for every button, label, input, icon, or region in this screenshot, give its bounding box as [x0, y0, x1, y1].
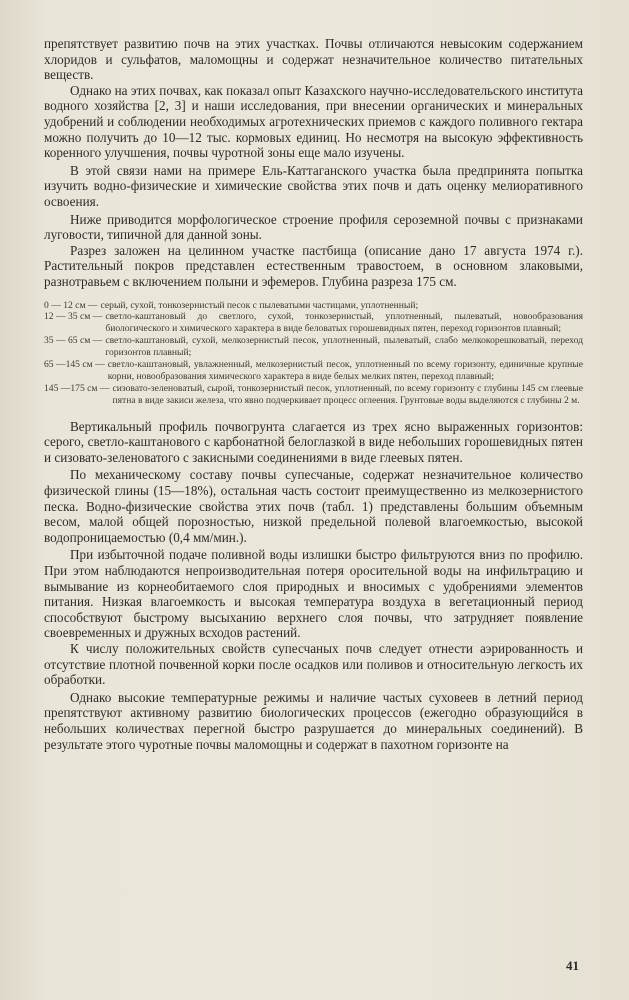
paragraph: Вертикальный профиль почвогрунта слагается из трех ясно выраженных горизонтов: серого, светло-каштанового с карбонатной белоглазкой в виде небольших горошевидных пятен и сизовато-зеленоватого с закисными соединениями в виде глеевых пятен. [44, 418, 583, 465]
soil-profile-description [44, 300, 583, 407]
page-number: 41 [566, 958, 579, 973]
horizon-entry [44, 300, 583, 312]
horizon-entry [44, 383, 583, 407]
paragraph: По механическому составу почвы супесчаные, содержат незначительное количество физической глины (15—18%), остальная часть состоит преимущественно из мелкозернистого песка. Водно-физические свойства этих почв (табл. 1) представлены большим объемным весом, малой общей порозностью, низкой предельной полевой влагоемкостью, высокой водопроницаемостью (0,4 мм/мин.). [44, 467, 583, 545]
paragraph: При избыточной подаче поливной воды излишки быстро фильтруются вниз по профилю. При этом наблюдаются непроизводительная потеря оросительной воды на инфильтрацию и вымывание из корнеобитаемого слоя природных и вносимых с удобрениями элементов питания. Низкая влагоемкость и высокая температура воздуха в вегетационный период способствуют быстрому высыханию верхнего слоя почвы, что затрудняет появление своевременных и дружных всходов растений. [44, 547, 583, 641]
horizon-depth: 12 — 35 см — [44, 311, 103, 323]
paragraph: В этой связи нами на примере Ель-Каттаганского участка была предпринята попытка изучить водно-физические и химические свойства этих почв и дать оценку мелиоративного освоения. [44, 162, 583, 209]
horizon-description: светло-каштановый до светлого, сухой, тонкозернистый, уплотненный, пылеватый, новообразования биологического и химического характера в виде беловатых горошевидных пятен, переход горизонтов плавный; [105, 311, 583, 335]
horizon-entry [44, 335, 583, 359]
top-text-block [44, 36, 583, 290]
paragraph: Однако на этих почвах, как показал опыт Казахского научно-исследовательского института водного хозяйства [2, 3] и наши исследования, при внесении органических и минеральных удобрений и соблюдении необходимых агротехнических приемов с каждого поливного гектара можно получить до 10—12 тыс. кормовых единиц. Но несмотря на высокую эффективность коренного улучшения, почвы чуротной зоны еще мало изучены. [44, 82, 583, 161]
horizon-entry [44, 311, 583, 335]
horizon-depth: 35 — 65 см — [44, 335, 103, 347]
horizon-depth: 65 —145 см — [44, 359, 105, 371]
horizon-description: серый, сухой, тонкозернистый песок с пылеватыми частицами, уплотненный; [100, 299, 419, 311]
paragraph: Ниже приводится морфологическое строение профиля сероземной почвы с признаками луговости, типичной для данной зоны. [44, 211, 583, 243]
horizon-depth: 0 — 12 см — [44, 299, 98, 311]
horizon-description: сизовато-зеленоватый, сырой, тонкозернистый песок, уплотненный, по всему горизонту с глубины 145 см глеевые пятна в виде закиси железа, что явно подчеркивает процесс оглеения. Грунтовые воды выделяются с глубины 2 м. [112, 382, 583, 406]
paragraph: К числу положительных свойств супесчаных почв следует отнести аэрированность и отсутствие плотной почвенной корки после осадков или поливов и относительную легкость их обработки. [44, 640, 583, 688]
horizon-depth: 145 —175 см — [44, 382, 110, 394]
paragraph: Разрез заложен на целинном участке пастбища (описание дано 17 августа 1974 г.). Растительный покров представлен естественным травостоем, в основном злаковыми, разнотравьем с включением полыни и эфемеров. Глубина разреза 175 см. [44, 242, 583, 289]
paragraph: препятствует развитию почв на этих участках. Почвы отличаются невысоким содержанием хлоридов и сульфатов, маломощны и содержат незначительное количество питательных веществ. [44, 36, 583, 83]
paragraph: Однако высокие температурные режимы и наличие частых суховеев в летний период препятствуют активному развитию биологических процессов (ежегодно образующийся в небольших количествах перегной быстро разрушается до минеральных соединений). В результате этого чуротные почвы маломощны и содержат в пахотном горизонте на [44, 689, 583, 752]
horizon-entry [44, 359, 583, 383]
bottom-text-block [44, 419, 583, 752]
horizon-description: светло-каштановый, сухой, мелкозернистый песок, уплотненный, пылеватый, слабо мелкокорешковатый, переход горизонтов плавный; [105, 335, 583, 359]
horizon-description: светло-каштановый, увлажненный, мелкозернистый песок, уплотненный по всему горизонту, единичные крупные корни, новообразования химического характера в виде белых мелких пятен, переход плавный; [107, 359, 583, 382]
